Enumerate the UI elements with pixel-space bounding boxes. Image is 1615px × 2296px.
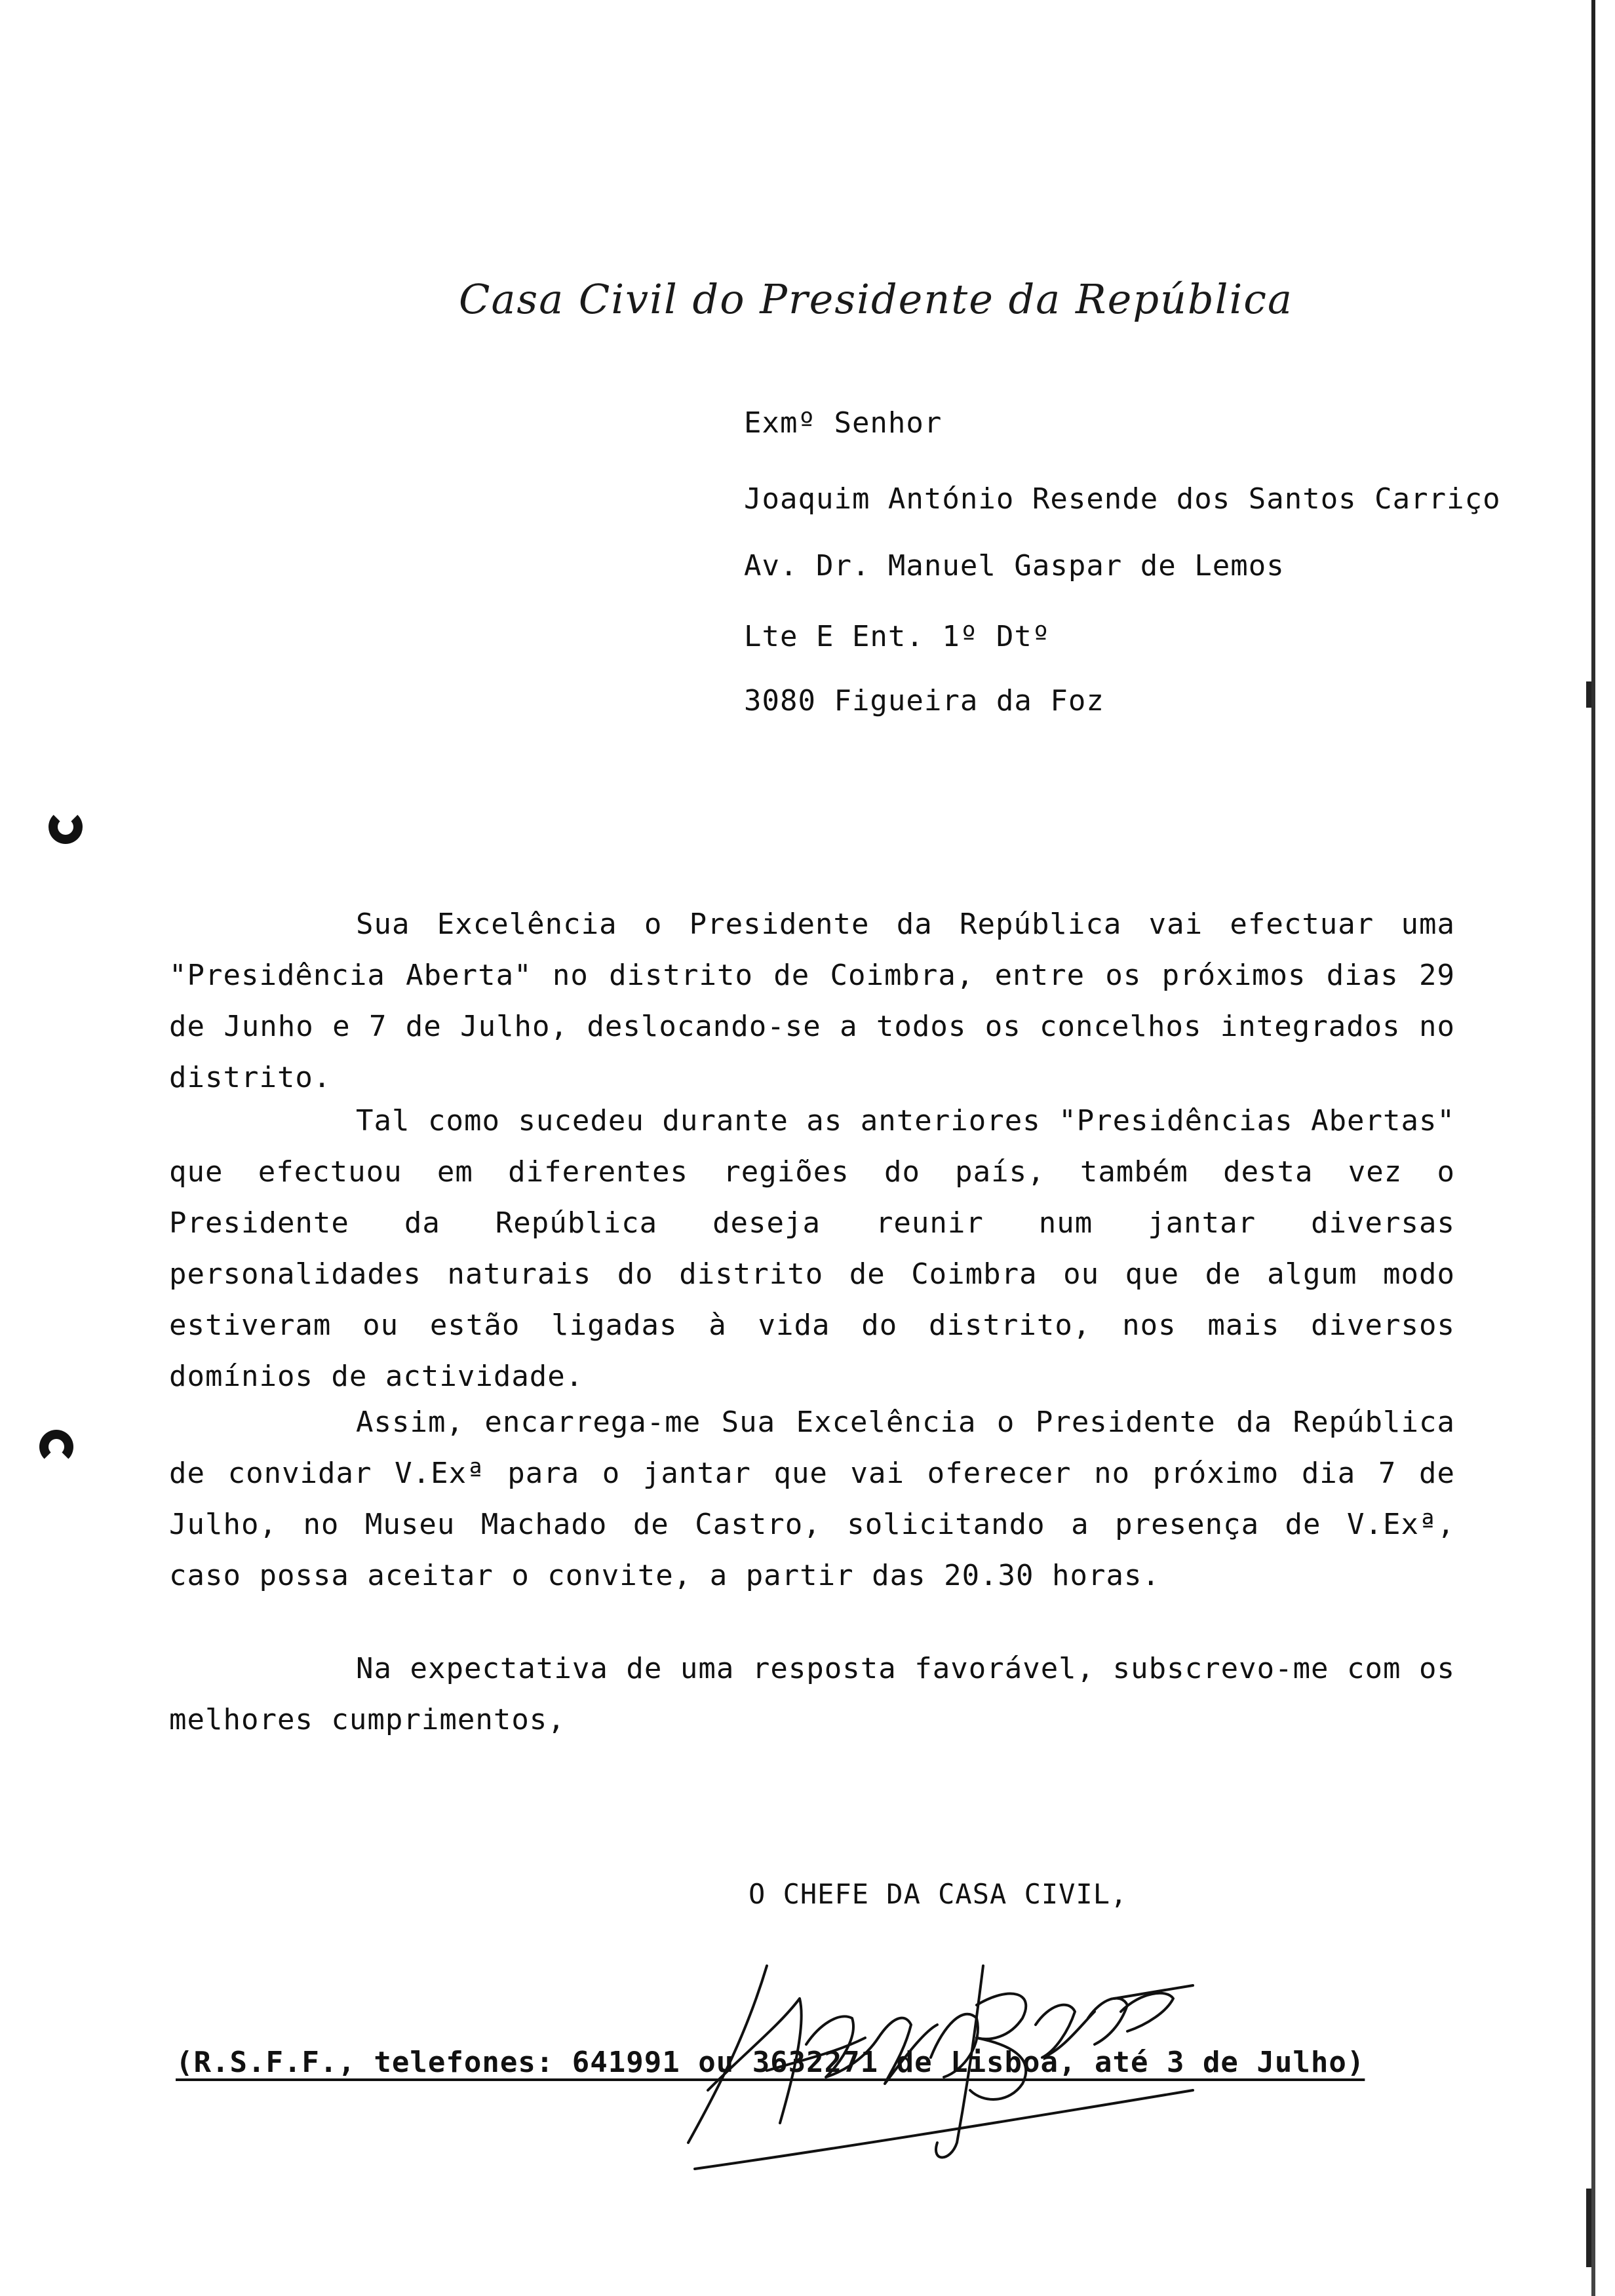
paragraph-text: Sua Excelência o Presidente da República vai efectuar uma "Presidência Aberta" no distrito de Coimbra, entre os próximos dias 29 de Junho e 7 de Julho, deslocando-se a todos os concelhos integrados no distrito. <box>169 908 1455 1094</box>
recipient-name: Joaquim António Resende dos Santos Carriço <box>744 482 1501 516</box>
footer-rsvp-note: (R.S.F.F., telefones: 641991 ou 3632271 de Lisboa, até 3 de Julho) <box>176 2046 1365 2079</box>
closing-title: O CHEFE DA CASA CIVIL, <box>749 1878 1128 1910</box>
body-paragraph <box>169 1096 1455 1402</box>
recipient-salutation: Exmº Senhor <box>744 406 943 440</box>
scan-edge-mark <box>1586 2189 1591 2267</box>
body-paragraph <box>169 1397 1455 1601</box>
paragraph-text: Na expectativa de uma resposta favorável, subscrevo-me com os melhores cumprimentos, <box>169 1652 1455 1736</box>
recipient-street: Av. Dr. Manuel Gaspar de Lemos <box>744 549 1285 583</box>
paragraph-text: Assim, encarrega-me Sua Excelência o Presidente da República de convidar V.Exª para o jantar que vai oferecer no próximo dia 7 de Julho, no Museu Machado de Castro, solicitando a presença de V.Exª, caso possa aceitar o convite, a partir das 20.30 horas. <box>169 1406 1455 1592</box>
body-paragraph <box>169 899 1455 1103</box>
scan-edge-mark <box>1586 681 1591 708</box>
scan-edge <box>1591 0 1595 2296</box>
recipient-city: 3080 Figueira da Foz <box>744 684 1104 718</box>
paragraph-text: Tal como sucedeu durante as anteriores "Presidências Abertas" que efectuou em diferentes regiões do país, também desta vez o Presidente da República deseja reunir num jantar diversas personalidades naturais do distrito de Coimbra ou que de algum modo estiveram ou estão ligadas à vida do distrito, nos mais diversos domínios de actividade. <box>169 1104 1455 1393</box>
body-paragraph <box>169 1643 1455 1746</box>
letterhead: Casa Civil do Presidente da República <box>459 275 1293 323</box>
recipient-unit: Lte E Ent. 1º Dtº <box>744 620 1051 653</box>
punch-hole <box>39 1430 73 1464</box>
punch-hole <box>49 810 83 844</box>
